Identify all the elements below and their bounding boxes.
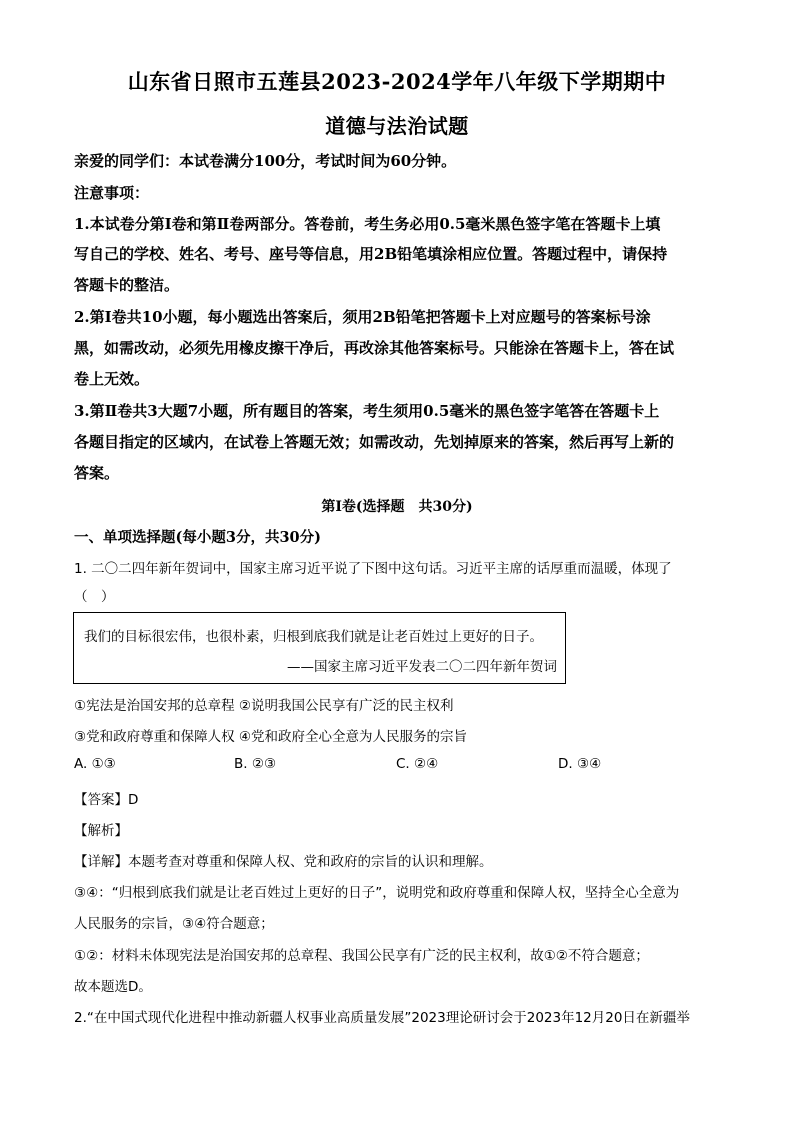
quote-text: 我们的目标很宏伟，也很朴素，归根到底我们就是让老百姓过上更好的日子。 <box>84 629 543 645</box>
page-subtitle: 道德与法治试题 <box>325 114 469 138</box>
detail-line <box>74 850 724 870</box>
answer-tag: 【答案】 <box>74 792 128 808</box>
question-2-stem: 2.“在中国式现代化进程中推动新疆人权事业高质量发展”2023理论研讨会于2023年12月20日在新疆举 <box>74 1010 690 1026</box>
notice-item-2-cont: 卷上无效。 <box>74 370 150 388</box>
statements-line-2: ③党和政府尊重和保障人权 ④党和政府全心全意为人民服务的宗旨 <box>74 729 467 745</box>
analysis-tag: 【解析】 <box>74 823 128 839</box>
part-title: 一、单项选择题(每小题3分，共30分) <box>74 529 321 546</box>
question-1-stem: 1. 二〇二四年新年贺词中，国家主席习近平说了下图中这句话。习近平主席的话厚重而温暖，体现了 <box>74 561 672 577</box>
option-b: B. ②③ <box>234 756 277 772</box>
answer-line <box>74 788 724 808</box>
notice-title: 注意事项： <box>74 184 150 202</box>
option-a: A. ①③ <box>74 756 116 772</box>
option-c: C. ②④ <box>396 756 439 772</box>
quote-source: ——国家主席习近平发表二〇二四年新年贺词 <box>287 659 557 675</box>
notice-item-1-cont: 写自己的学校、姓名、考号、座号等信息，用2B铅笔填涂相应位置。答题过程中，请保持 <box>74 245 668 263</box>
answer-value: D <box>128 792 139 808</box>
explanation-line-1: ③④：“归根到底我们就是让老百姓过上更好的日子”，说明党和政府尊重和保障人权，坚持全心全意为 <box>74 885 680 901</box>
notice-item-1: 1.本试卷分第Ⅰ卷和第Ⅱ卷两部分。答卷前，考生务必用0.5毫米黑色签字笔在答题卡上填 <box>74 215 661 233</box>
notice-item-3-cont: 各题目指定的区域内，在试卷上答题无效；如需改动，先划掉原来的答案，然后再写上新的 <box>74 433 675 451</box>
notice-item-2: 2.第Ⅰ卷共10小题，每小题选出答案后，须用2B铅笔把答题卡上对应题号的答案标号涂 <box>74 308 651 326</box>
page-title: 山东省日照市五莲县2023-2024学年八年级下学期期中 <box>127 69 667 94</box>
notice-item-3-cont: 答案。 <box>74 464 120 482</box>
detail-text: 本题考查对尊重和保障人权、党和政府的宗旨的认识和理解。 <box>128 854 493 870</box>
conclusion-line: 故本题选D。 <box>74 979 152 995</box>
explanation-line-2: ①②：材料未体现宪法是治国安邦的总章程、我国公民享有广泛的民主权利，故①②不符合题意； <box>74 948 649 964</box>
question-1-blank: （ ） <box>74 589 115 605</box>
quote-box <box>73 612 566 684</box>
detail-tag: 【详解】 <box>74 854 128 870</box>
notice-item-2-cont: 黑，如需改动，必须先用橡皮擦干净后，再改涂其他答案标号。只能涂在答题卡上，答在试 <box>74 339 675 357</box>
statements-line-1: ①宪法是治国安邦的总章程 ②说明我国公民享有广泛的民主权利 <box>74 698 454 714</box>
section-heading: 第Ⅰ卷(选择题 共30分) <box>321 499 473 515</box>
notice-item-1-cont: 答题卡的整洁。 <box>74 276 180 294</box>
explanation-line-1-cont: 人民服务的宗旨，③④符合题意； <box>74 916 274 932</box>
greeting-line: 亲爱的同学们：本试卷满分100分，考试时间为60分钟。 <box>74 152 457 170</box>
notice-item-3: 3.第Ⅱ卷共3大题7小题，所有题目的答案，考生须用0.5毫米的黑色签字笔答在答题卡上 <box>74 402 660 420</box>
option-d: D. ③④ <box>558 756 602 772</box>
